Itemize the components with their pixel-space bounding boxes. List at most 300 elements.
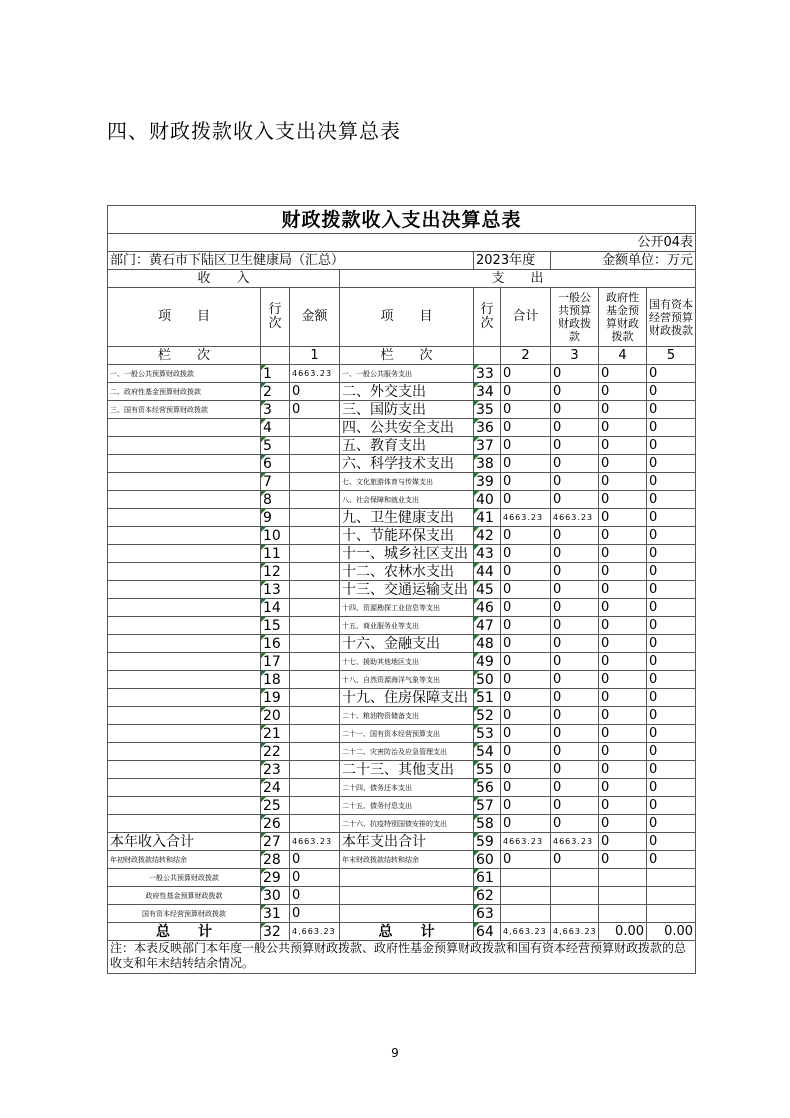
income-line: 18 [261,671,290,689]
expense-col-2: 0 [501,545,551,563]
income-amount [290,761,340,779]
index-label-right: 栏 次 [340,347,474,365]
expense-line: 61 [474,869,501,887]
income-amount [290,455,340,473]
expense-col-5: 0 [647,653,696,671]
income-item: 二、政府性基金预算财政拨款 [108,383,261,401]
expense-line: 56 [474,779,501,797]
expense-line: 55 [474,761,501,779]
income-line: 19 [261,689,290,707]
income-amount [290,527,340,545]
expense-col-4 [599,869,647,887]
expense-col-3: 0 [551,797,599,815]
expense-col-2: 0 [501,491,551,509]
income-amount: 4663.23 [290,365,340,383]
income-item: 政府性基金预算财政拨款 [108,887,261,905]
expense-col-4: 0 [599,833,647,851]
expense-col-4: 0 [599,797,647,815]
table-row [108,491,696,509]
income-header: 收 入 [108,270,340,288]
income-item [108,581,261,599]
expense-col-2: 0 [501,581,551,599]
expense-item [340,869,474,887]
expense-col-3: 0 [551,401,599,419]
expense-item: 二十三、其他支出 [340,761,474,779]
table-row [108,797,696,815]
expense-line: 52 [474,707,501,725]
expense-line: 49 [474,653,501,671]
income-item [108,725,261,743]
expense-line: 57 [474,797,501,815]
table-note: 注：本表反映部门本年度一般公共预算财政拨款、政府性基金预算财政拨款和国有资本经营预算财政拨款的总收支和年末结转结余情况。 [108,941,696,974]
income-amount [290,491,340,509]
table-row [108,455,696,473]
expense-col-5: 0 [647,833,696,851]
expense-col-3: 0 [551,617,599,635]
expense-col-4: 0 [599,365,647,383]
expense-item: 十、节能环保支出 [340,527,474,545]
expense-col-3: 4663.23 [551,833,599,851]
expense-col-2: 0 [501,725,551,743]
table-row [108,671,696,689]
index-2: 2 [501,347,551,365]
expense-item: 十五、商业服务业等支出 [340,617,474,635]
expense-col-3: 0 [551,563,599,581]
income-amount: 0 [290,869,340,887]
expense-item: 二十五、债务付息支出 [340,797,474,815]
income-amount [290,653,340,671]
expense-col-3: 0 [551,653,599,671]
table-row [108,707,696,725]
col-expense-line: 行次 [474,288,501,347]
income-item: 一般公共预算财政拨款 [108,869,261,887]
table-row [108,725,696,743]
income-amount [290,707,340,725]
income-item [108,473,261,491]
expense-col-2: 0 [501,797,551,815]
expense-col-3: 0 [551,491,599,509]
expense-col-4: 0 [599,455,647,473]
expense-col-5: 0 [647,437,696,455]
income-amount [290,797,340,815]
expense-col-3: 0 [551,779,599,797]
income-line: 17 [261,653,290,671]
expense-col-5: 0 [647,743,696,761]
expense-col-3: 0 [551,635,599,653]
year-label: 2023年度 [474,252,551,270]
table-row [108,581,696,599]
expense-col-2: 0 [501,563,551,581]
expense-line: 36 [474,419,501,437]
expense-col-4: 0 [599,617,647,635]
expense-col-5: 0 [647,527,696,545]
income-item [108,779,261,797]
expense-col-5: 0 [647,815,696,833]
income-line: 10 [261,527,290,545]
expense-line: 63 [474,905,501,923]
income-item: 国有资本经营预算财政拨款 [108,905,261,923]
income-item [108,527,261,545]
income-amount: 0 [290,887,340,905]
expense-col-2 [501,905,551,923]
income-amount: 0 [290,905,340,923]
unit-label: 金额单位：万元 [551,252,696,270]
page-number: 9 [391,1046,399,1060]
expense-col-3: 0 [551,671,599,689]
expense-col-2: 4663.23 [501,509,551,527]
expense-item: 七、文化旅游体育与传媒支出 [340,473,474,491]
income-line: 6 [261,455,290,473]
expense-line: 53 [474,725,501,743]
expense-line: 44 [474,563,501,581]
table-row [108,473,696,491]
income-line: 28 [261,851,290,869]
expense-col-4: 0 [599,509,647,527]
expense-col-4: 0 [599,671,647,689]
expense-line: 41 [474,509,501,527]
income-amount [290,473,340,491]
table-row [108,599,696,617]
income-item [108,599,261,617]
expense-item: 十一、城乡社区支出 [340,545,474,563]
expense-item: 二十一、国有资本经营预算支出 [340,725,474,743]
income-item: 三、国有资本经营预算财政拨款 [108,401,261,419]
expense-col-5: 0 [647,563,696,581]
table-body [108,365,696,941]
table-row [108,635,696,653]
income-line: 31 [261,905,290,923]
expense-col-4: 0 [599,419,647,437]
expense-line: 34 [474,383,501,401]
table-row [108,851,696,869]
col-income-amount: 金额 [290,288,340,347]
income-line: 22 [261,743,290,761]
income-line: 24 [261,779,290,797]
expense-line: 38 [474,455,501,473]
col-expense-item: 项 目 [340,288,474,347]
income-item [108,437,261,455]
expense-line: 62 [474,887,501,905]
table-row [108,419,696,437]
income-item [108,761,261,779]
table-row [108,653,696,671]
expense-line: 64 [474,923,501,941]
expense-col-3: 0 [551,707,599,725]
income-amount [290,635,340,653]
expense-line: 45 [474,581,501,599]
index-3: 3 [551,347,599,365]
expense-col-5 [647,905,696,923]
expense-col-3: 0 [551,599,599,617]
expense-col-4: 0 [599,725,647,743]
income-line: 25 [261,797,290,815]
income-amount [290,599,340,617]
table-row [108,779,696,797]
income-amount [290,509,340,527]
expense-item: 二十、粮油物资储备支出 [340,707,474,725]
expense-col-5: 0 [647,545,696,563]
expense-item: 总 计 [340,923,474,941]
income-item: 本年收入合计 [108,833,261,851]
expense-col-4: 0 [599,545,647,563]
col-total: 合计 [501,288,551,347]
expense-item: 八、社会保障和就业支出 [340,491,474,509]
income-item [108,707,261,725]
income-item [108,491,261,509]
expense-col-3 [551,905,599,923]
expense-col-2: 0 [501,617,551,635]
income-amount: 0 [290,851,340,869]
index-label-left: 栏 次 [108,347,261,365]
expense-col-2: 0 [501,599,551,617]
expense-item: 二十四、债务还本支出 [340,779,474,797]
expense-col-2: 0 [501,437,551,455]
income-line: 13 [261,581,290,599]
expense-col-5 [647,869,696,887]
expense-line: 47 [474,617,501,635]
expense-col-5: 0 [647,797,696,815]
expense-col-3: 0 [551,851,599,869]
summary-table [107,205,696,974]
expense-col-2: 0 [501,815,551,833]
table-row [108,761,696,779]
expense-item: 九、卫生健康支出 [340,509,474,527]
income-line: 16 [261,635,290,653]
income-amount [290,563,340,581]
expense-col-4: 0 [599,383,647,401]
expense-col-5: 0.00 [647,923,696,941]
income-item: 总 计 [108,923,261,941]
expense-header: 支 出 [340,270,696,288]
col-income-line: 行次 [261,288,290,347]
income-line: 14 [261,599,290,617]
expense-line: 37 [474,437,501,455]
expense-col-5: 0 [647,509,696,527]
expense-col-4: 0 [599,401,647,419]
expense-line: 39 [474,473,501,491]
expense-col-5: 0 [647,851,696,869]
income-amount [290,419,340,437]
income-item [108,509,261,527]
income-line: 29 [261,869,290,887]
expense-col-4: 0 [599,437,647,455]
expense-col-3: 0 [551,581,599,599]
table-row [108,437,696,455]
expense-col-3: 0 [551,365,599,383]
income-item [108,815,261,833]
expense-col-5: 0 [647,401,696,419]
income-line: 27 [261,833,290,851]
expense-col-4: 0 [599,491,647,509]
income-item [108,689,261,707]
col-income-item: 项 目 [108,288,261,347]
expense-col-5: 0 [647,671,696,689]
expense-col-3: 4,663.23 [551,923,599,941]
income-item [108,419,261,437]
expense-col-2 [501,887,551,905]
expense-col-5: 0 [647,725,696,743]
income-line: 7 [261,473,290,491]
expense-col-5: 0 [647,617,696,635]
expense-col-5: 0 [647,761,696,779]
expense-col-4 [599,887,647,905]
income-amount: 4663.23 [290,833,340,851]
income-line: 8 [261,491,290,509]
expense-col-4: 0 [599,851,647,869]
income-line: 30 [261,887,290,905]
table-row [108,563,696,581]
income-line: 4 [261,419,290,437]
table-row [108,365,696,383]
expense-col-4: 0 [599,527,647,545]
table-row [108,545,696,563]
fiscal-allocation-summary-table [107,205,697,974]
income-line: 23 [261,761,290,779]
expense-line: 58 [474,815,501,833]
income-amount: 4,663.23 [290,923,340,941]
expense-item: 二十六、抗疫特别国债安排的支出 [340,815,474,833]
expense-col-3: 0 [551,383,599,401]
expense-col-3: 0 [551,419,599,437]
expense-col-3: 0 [551,689,599,707]
income-amount: 0 [290,383,340,401]
table-row [108,923,696,941]
expense-col-3 [551,869,599,887]
expense-col-2: 0 [501,455,551,473]
col-soe-budget: 国有资本经营预算财政拨款 [647,288,696,347]
col-general-budget: 一般公共预算财政拨款 [551,288,599,347]
expense-col-3: 0 [551,761,599,779]
table-title: 财政拨款收入支出决算总表 [108,206,696,234]
expense-line: 59 [474,833,501,851]
income-amount [290,437,340,455]
income-item [108,743,261,761]
expense-col-3: 0 [551,725,599,743]
income-amount [290,689,340,707]
table-row [108,905,696,923]
income-item [108,617,261,635]
income-line: 5 [261,437,290,455]
expense-col-4: 0 [599,599,647,617]
expense-col-2: 0 [501,383,551,401]
income-item [108,563,261,581]
expense-col-3: 4663.23 [551,509,599,527]
expense-col-5: 0 [647,365,696,383]
expense-col-2: 0 [501,365,551,383]
table-row [108,743,696,761]
expense-col-3: 0 [551,437,599,455]
expense-col-4: 0 [599,689,647,707]
income-line: 9 [261,509,290,527]
expense-line: 42 [474,527,501,545]
expense-item: 十八、自然资源海洋气象等支出 [340,671,474,689]
expense-line: 50 [474,671,501,689]
income-item: 年初财政拨款结转和结余 [108,851,261,869]
expense-item: 四、公共安全支出 [340,419,474,437]
expense-line: 35 [474,401,501,419]
expense-col-2: 0 [501,527,551,545]
expense-item: 二、外交支出 [340,383,474,401]
table-row [108,383,696,401]
expense-line: 46 [474,599,501,617]
expense-col-3: 0 [551,473,599,491]
income-line: 1 [261,365,290,383]
expense-item: 十三、交通运输支出 [340,581,474,599]
expense-col-4: 0 [599,815,647,833]
expense-col-2: 0 [501,743,551,761]
department-label: 部门：黄石市下陆区卫生健康局（汇总） [108,252,474,270]
income-item [108,671,261,689]
form-code: 公开04表 [108,234,696,252]
income-amount: 0 [290,401,340,419]
expense-col-2: 0 [501,419,551,437]
table-row [108,401,696,419]
col-gov-fund: 政府性基金预算财政拨款 [599,288,647,347]
expense-line: 43 [474,545,501,563]
expense-item [340,887,474,905]
expense-line: 60 [474,851,501,869]
income-amount [290,779,340,797]
expense-col-5: 0 [647,455,696,473]
expense-item: 十六、金融支出 [340,635,474,653]
income-item [108,635,261,653]
income-line: 20 [261,707,290,725]
expense-line: 51 [474,689,501,707]
index-4: 4 [599,347,647,365]
expense-item: 本年支出合计 [340,833,474,851]
expense-col-3: 0 [551,545,599,563]
income-amount [290,617,340,635]
expense-item: 十七、援助其他地区支出 [340,653,474,671]
expense-line: 40 [474,491,501,509]
expense-col-2: 4,663.23 [501,923,551,941]
income-amount [290,545,340,563]
expense-col-5: 0 [647,581,696,599]
expense-col-5: 0 [647,707,696,725]
expense-col-2: 0 [501,707,551,725]
expense-col-5: 0 [647,599,696,617]
expense-item: 一、一般公共服务支出 [340,365,474,383]
expense-col-4: 0 [599,779,647,797]
expense-col-2: 0 [501,689,551,707]
expense-col-4: 0 [599,563,647,581]
expense-col-3: 0 [551,815,599,833]
expense-item: 三、国防支出 [340,401,474,419]
income-amount [290,581,340,599]
table-row [108,509,696,527]
table-row [108,887,696,905]
expense-item: 二十二、灾害防治及应急管理支出 [340,743,474,761]
table-row [108,617,696,635]
expense-col-4: 0 [599,581,647,599]
expense-col-4: 0 [599,761,647,779]
expense-line: 33 [474,365,501,383]
expense-item: 六、科学技术支出 [340,455,474,473]
expense-col-2: 4663.23 [501,833,551,851]
expense-col-2: 0 [501,761,551,779]
expense-col-5: 0 [647,419,696,437]
income-line: 12 [261,563,290,581]
expense-col-4: 0.00 [599,923,647,941]
expense-col-4: 0 [599,653,647,671]
expense-col-4: 0 [599,743,647,761]
table-row [108,815,696,833]
expense-col-5: 0 [647,473,696,491]
expense-col-4: 0 [599,635,647,653]
income-amount [290,743,340,761]
expense-item: 年末财政拨款结转和结余 [340,851,474,869]
expense-col-4: 0 [599,473,647,491]
